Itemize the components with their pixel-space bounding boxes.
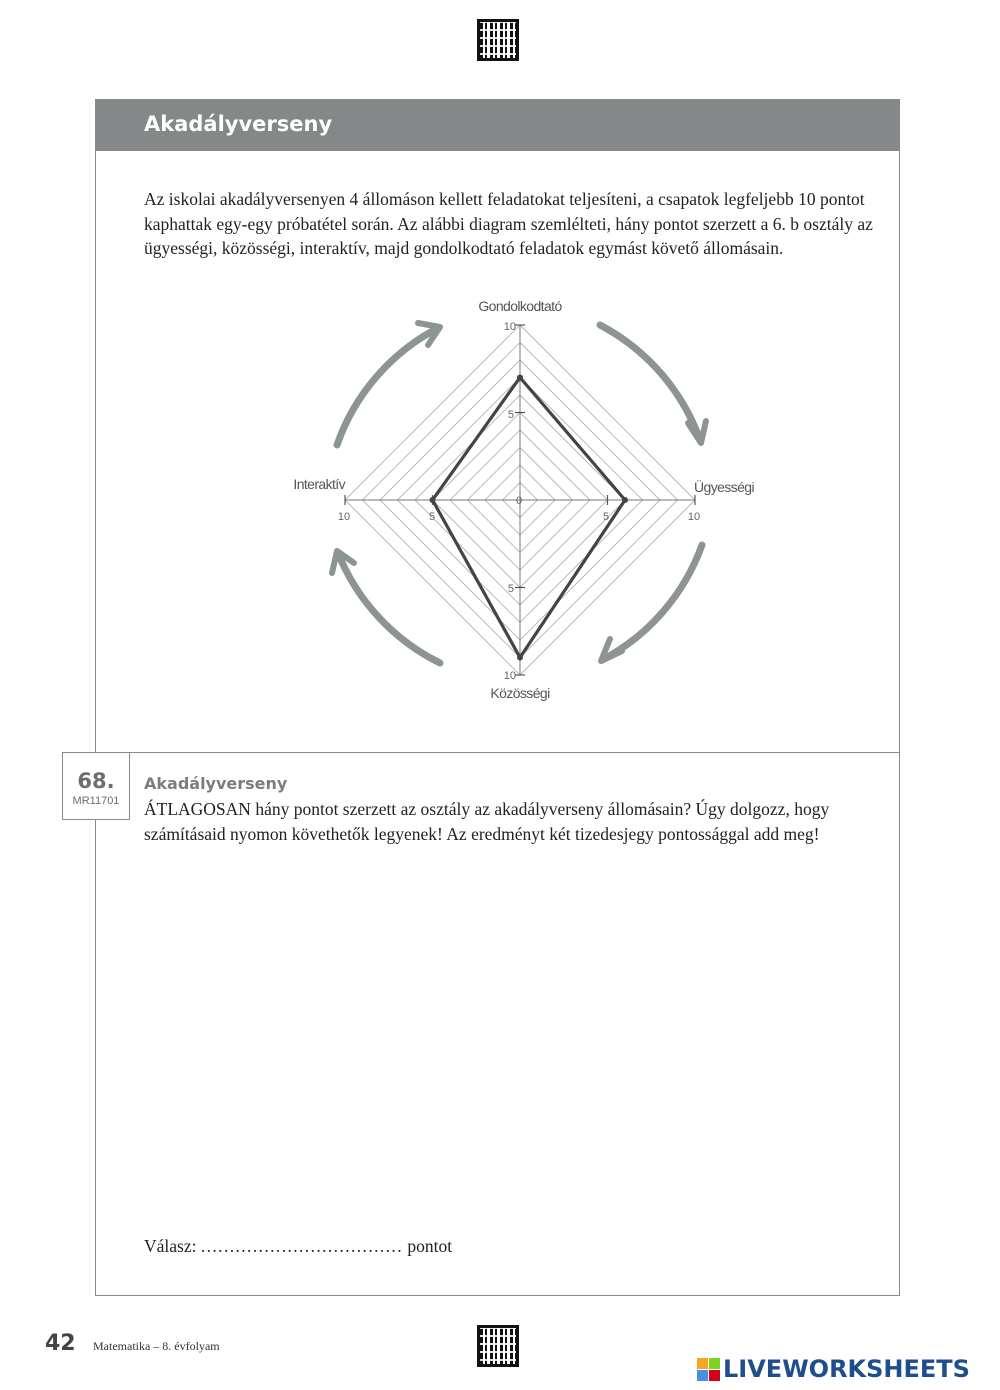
tick-label-center: 0 <box>515 495 523 507</box>
arrow-top-right-icon <box>600 325 700 440</box>
data-point <box>622 497 628 503</box>
answer-input-blank[interactable]: ................................... <box>200 1236 403 1256</box>
header-bar <box>96 100 899 151</box>
tick-label-top-10: 10 <box>503 321 516 333</box>
arrowhead-bottom-right-icon <box>601 639 622 661</box>
tick-label-left-5: 5 <box>428 511 436 523</box>
logo-square-icon <box>709 1370 720 1381</box>
answer-line <box>144 1236 452 1257</box>
tick-label-bottom-10: 10 <box>503 670 516 682</box>
data-point <box>517 375 523 381</box>
qr-code-bottom-icon <box>480 1328 516 1364</box>
radar-chart <box>270 295 770 715</box>
question-title: Akadályverseny <box>144 774 288 793</box>
question-number: 68. <box>77 769 115 793</box>
rotation-arrows <box>332 323 706 663</box>
logo-square-icon <box>697 1370 708 1381</box>
data-point <box>517 655 523 661</box>
radar-series-polygon <box>433 378 626 658</box>
question-text: ÁTLAGOSAN hány pontot szerzett az osztály az akadályverseny állomásain? Úgy dolgozz, hogy számításaid nyomon követhetők legyenek! Az eredményt két tizedesjegy pontossággal add meg! <box>144 799 830 844</box>
question-code: MR11701 <box>72 795 120 807</box>
axis-label-interaktiv: Interaktív <box>293 476 345 492</box>
logo-square-icon <box>709 1358 720 1369</box>
data-point <box>430 497 436 503</box>
liveworksheets-logo-text: LIVEWORKSHEETS <box>723 1355 970 1383</box>
axis-label-kozossegi: Közösségi <box>490 685 550 701</box>
tick-label-left-10: 10 <box>337 511 351 523</box>
header-title: Akadályverseny <box>144 112 333 136</box>
page-subject: Matematika – 8. évfolyam <box>93 1339 220 1353</box>
arrow-bottom-left-icon <box>338 553 440 663</box>
tick-label-bottom-5: 5 <box>507 583 514 595</box>
axis-label-ugyessegi: Ügyességi <box>694 479 754 495</box>
section-divider <box>130 752 900 753</box>
axis-label-gondolkodtato: Gondolkodtató <box>478 298 562 314</box>
arrow-top-left-icon <box>337 328 438 445</box>
qr-code-top-icon <box>480 22 516 58</box>
radar-points <box>430 375 629 661</box>
liveworksheets-logo-icon <box>697 1358 720 1381</box>
tick-label-right-10: 10 <box>687 511 701 523</box>
intro-text: Az iskolai akadályversenyen 4 állomáson kellett feladatokat teljesíteni, a csapatok legfeljebb 10 pontot kaphattak egy-egy próbatétel során. Az alábbi diagram szemlélteti, hány pontot szerzett a 6. b osztály az ügyességi, közösségi, interaktív, majd gondolkodtató feladatok egymást követő állomásain. <box>144 189 873 258</box>
page-number: 42 <box>45 1331 76 1356</box>
answer-label: Válasz: <box>144 1236 197 1256</box>
answer-unit: pontot <box>407 1236 453 1256</box>
logo-square-icon <box>697 1358 708 1369</box>
arrow-bottom-right-icon <box>602 545 702 660</box>
tick-label-right-5: 5 <box>602 511 610 523</box>
liveworksheets-logo <box>697 1355 970 1383</box>
tick-label-top-5: 5 <box>507 409 514 421</box>
question-number-box <box>62 752 130 820</box>
